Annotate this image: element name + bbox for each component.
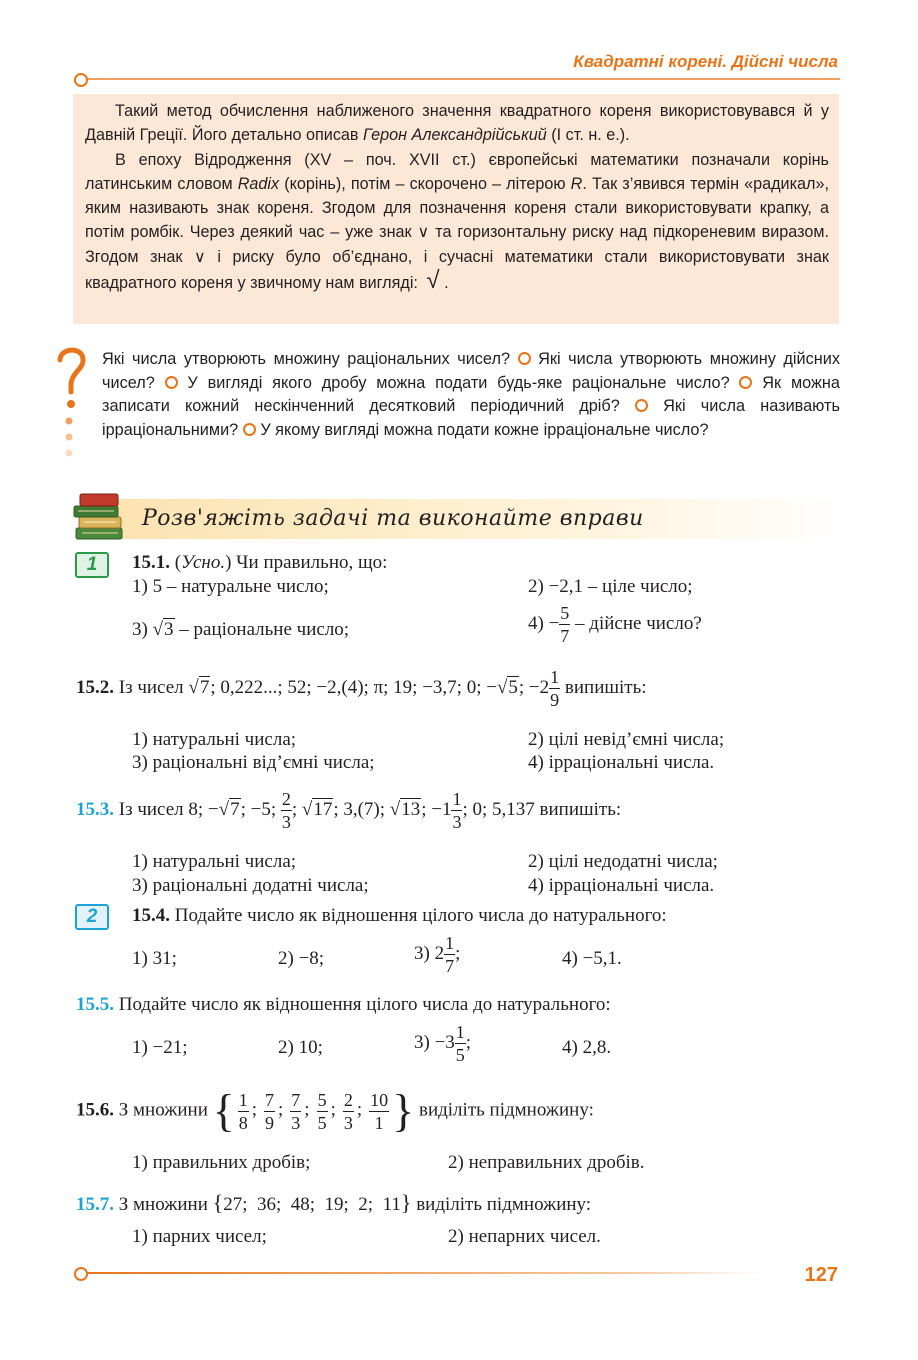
right-brace: } bbox=[400, 1190, 412, 1215]
question-6: У якому вигляді можна подати кожне ірраціональне число? bbox=[260, 420, 709, 439]
exercise-15-1-item-1: 1) 5 – натуральне число; bbox=[132, 576, 329, 597]
sqrt-expression: √13 bbox=[389, 798, 421, 820]
note-paragraph-1: Такий метод обчислення наближеного значення квадратного кореня використовувався й у Давній Греції. Його детально описав Герон Александрійський (I ст. н. е.). bbox=[85, 102, 829, 145]
exercise-15-5-item-3: 3) −3 $\frac{1}{5}$ ; bbox=[414, 1022, 472, 1065]
exercises-banner-title: Розв'яжіть задачі та виконайте вправи bbox=[142, 506, 644, 531]
exercise-15-6-item-2: 2) неправильних дробів. bbox=[448, 1152, 645, 1173]
exercise-15-5: 15.5. Подайте число як відношення цілого числа до натурального: bbox=[76, 994, 611, 1015]
fraction: $\frac{7}{3}$ bbox=[291, 1089, 301, 1133]
exercise-15-1-item-3: 3) √3 – раціональне число; bbox=[132, 619, 350, 640]
header-rule bbox=[84, 78, 840, 80]
left-brace: { bbox=[212, 1085, 235, 1136]
bullet-ring-icon bbox=[243, 423, 256, 436]
sqrt-expression: √7 bbox=[218, 798, 240, 820]
fraction: $\frac{5}{7}$ bbox=[560, 603, 570, 646]
left-brace: { bbox=[212, 1190, 224, 1215]
exercise-15-5-item-4: 4) 2,8. bbox=[562, 1037, 612, 1058]
exercise-15-4-item-1: 1) 31; bbox=[132, 948, 177, 969]
question-mark-icon bbox=[54, 342, 88, 462]
exercise-15-3: 15.3. Із чисел 8; −√7; −5; $\frac{2}{3}$ ; √17; 3,(7); √13; −1 $\frac{1}{3}$ ; 0; 5,137 випишіть: bbox=[76, 789, 622, 832]
fraction: $\frac{1}{8}$ bbox=[238, 1089, 248, 1133]
separator: ; bbox=[251, 1099, 257, 1121]
fraction: $\frac{1}{7}$ bbox=[445, 933, 455, 976]
vee-symbol: ∨ bbox=[194, 247, 206, 266]
exercise-15-7: 15.7. З множини {27; 36; 48; 19; 2; 11} виділіть підмножину: bbox=[76, 1190, 592, 1215]
exercise-number: 15.4. bbox=[132, 905, 170, 926]
question-3: У вигляді якого дробу можна подати будь-яке раціональне число? bbox=[187, 373, 730, 392]
exercise-15-3-item-4: 4) ірраціональні числа. bbox=[528, 875, 715, 896]
footer-rule-ring bbox=[74, 1267, 88, 1281]
bullet-ring-icon bbox=[165, 376, 178, 389]
fraction: $\frac{1}{3}$ bbox=[452, 789, 462, 832]
exercise-15-2: 15.2. Із чисел √7; 0,222...; 52; −2,(4); π; 19; −3,7; 0; −√5; −2 $\frac{1}{9}$ випишіть: bbox=[76, 667, 647, 710]
footer-rule bbox=[84, 1272, 764, 1274]
running-header: Квадратні корені. Дійсні числа bbox=[573, 52, 838, 71]
bullet-ring-icon bbox=[635, 399, 648, 412]
fraction: $\frac{1}{9}$ bbox=[550, 667, 560, 710]
exercise-15-2-item-1: 1) натуральні числа; bbox=[132, 729, 297, 750]
header-rule-ring bbox=[74, 73, 88, 87]
exercise-15-1-item-2: 2) −2,1 – ціле число; bbox=[528, 576, 693, 597]
exercise-15-7-item-2: 2) непарних чисел. bbox=[448, 1226, 601, 1247]
sqrt-expression: √5 bbox=[496, 676, 518, 698]
exercise-15-1: 15.1. (Усно.) Чи правильно, що: bbox=[132, 552, 388, 573]
exercise-15-1-item-4: 4) − $\frac{5}{7}$ – дійсне число? bbox=[528, 603, 702, 646]
right-brace: } bbox=[392, 1085, 415, 1136]
fraction: $\frac{7}{9}$ bbox=[265, 1089, 274, 1133]
exercise-15-3-item-1: 1) натуральні числа; bbox=[132, 851, 297, 872]
exercise-number: 15.3. bbox=[76, 798, 114, 820]
exercise-number: 15.6. bbox=[76, 1099, 114, 1121]
exercise-15-6: 15.6. З множини { $\frac{1}{8}$ ; $\frac{7}{9}$ ; $\frac{7}{3}$ ; $\frac{5}{5}$ ; $\frac{2}{3}$ ; $\frac{10}{1}$ } виділіть підмножину: bbox=[76, 1085, 594, 1136]
fraction: $\frac{10}{1}$ bbox=[370, 1089, 389, 1133]
question-1: Які числа утворюють множину раціональних чисел? bbox=[102, 350, 511, 368]
sqrt-expression: √17 bbox=[301, 798, 333, 820]
bullet-ring-icon bbox=[518, 352, 531, 365]
exercise-15-4-item-4: 4) −5,1. bbox=[562, 948, 622, 969]
page-number: 127 bbox=[804, 1264, 838, 1286]
sqrt-expression: √3 bbox=[152, 619, 174, 640]
exercise-15-3-item-3: 3) раціональні додатні числа; bbox=[132, 875, 369, 896]
exercise-15-2-item-3: 3) раціональні від’ємні числа; bbox=[132, 752, 375, 773]
vee-symbol: ∨ bbox=[417, 223, 430, 242]
books-icon bbox=[70, 488, 126, 542]
fraction: $\frac{1}{5}$ bbox=[455, 1022, 465, 1065]
level-1-badge: 1 bbox=[75, 552, 109, 578]
radical-sign: √ bbox=[426, 267, 440, 295]
separator: ; bbox=[304, 1099, 310, 1121]
exercise-15-3-item-2: 2) цілі недодатні числа; bbox=[528, 851, 718, 872]
review-questions bbox=[102, 348, 840, 442]
exercise-number: 15.7. bbox=[76, 1194, 114, 1215]
exercise-15-5-item-2: 2) 10; bbox=[278, 1037, 323, 1058]
question-4: Як можна записати кожний нескінченний десятковий періодичний дріб? bbox=[102, 373, 840, 415]
exercise-15-2-item-4: 4) ірраціональні числа. bbox=[528, 752, 715, 773]
exercise-15-5-item-1: 1) −21; bbox=[132, 1037, 188, 1058]
bullet-ring-icon bbox=[739, 376, 752, 389]
level-2-badge: 2 bbox=[75, 904, 109, 930]
exercise-number: 15.5. bbox=[76, 994, 114, 1015]
exercise-15-2-item-2: 2) цілі невід’ємні числа; bbox=[528, 729, 725, 750]
history-note-text bbox=[85, 99, 829, 295]
question-2: Які числа утворюють множину дійсних чисел? bbox=[102, 350, 840, 392]
exercise-15-4: 15.4. Подайте число як відношення цілого числа до натурального: bbox=[132, 905, 667, 926]
separator: ; bbox=[330, 1099, 336, 1121]
fraction-set bbox=[235, 1089, 392, 1133]
fraction: $\frac{2}{3}$ bbox=[343, 1089, 353, 1133]
exercise-15-4-item-2: 2) −8; bbox=[278, 948, 325, 969]
exercise-number: 15.1. bbox=[132, 552, 170, 573]
fraction: $\frac{5}{5}$ bbox=[317, 1089, 327, 1133]
separator: ; bbox=[356, 1099, 363, 1121]
number-set: 27; 36; 48; 19; 2; 11 bbox=[223, 1194, 401, 1215]
exercise-15-6-item-1: 1) правильних дробів; bbox=[132, 1152, 311, 1173]
exercise-15-4-item-3: 3) 2 $\frac{1}{7}$ ; bbox=[414, 933, 461, 976]
exercise-15-7-item-1: 1) парних чисел; bbox=[132, 1226, 267, 1247]
sqrt-expression: √7 bbox=[188, 676, 210, 698]
fraction: $\frac{2}{3}$ bbox=[281, 789, 291, 832]
separator: ; bbox=[278, 1099, 284, 1121]
note-paragraph-2: В епоху Відродження (XV – поч. XVII ст.) європейські математики позначали корінь латинським словом Radix (корінь), потім – скорочено – літерою R. Так з’явився термін «радикал», яким називають знак кореня. Згодом для позначення кореня стали використовувати крапку, а потім ромбік. Через деякий час – уже знак ∨ та горизонтальну риску над підкореневим виразом. Згодом знак ∨ і риску було об’єднано, і сучасні математики стали використовувати знак квадратного кореня у звичному нам вигляді: √ . bbox=[85, 150, 829, 295]
exercise-number: 15.2. bbox=[76, 676, 114, 698]
question-5: Які числа називають ірраціональними? bbox=[102, 397, 840, 439]
